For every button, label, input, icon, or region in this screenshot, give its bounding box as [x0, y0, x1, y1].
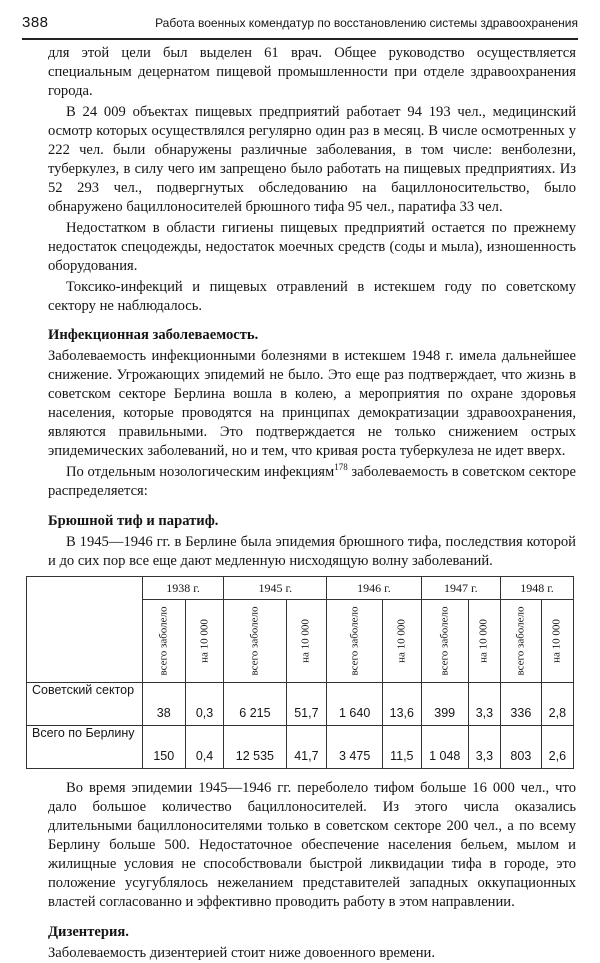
year-header: 1947 г.	[421, 577, 500, 600]
paragraph: В 1945—1946 гг. в Берлине была эпидемия брюшного тифа, последствия которой и до сих пор все еще дают медленную нисходящую волну заболеваний.	[48, 534, 576, 569]
table-corner-cell	[27, 577, 143, 683]
table-cell: 1 048	[421, 726, 468, 769]
table-cell: 41,7	[286, 726, 327, 769]
subheader-cell	[224, 600, 286, 683]
subheader-cell	[142, 600, 185, 683]
table-cell: 399	[421, 683, 468, 726]
table-cell: 0,3	[185, 683, 224, 726]
subheader-cell	[500, 600, 541, 683]
body-text	[32, 44, 576, 963]
subheader-per-10000: на 10 000	[477, 619, 490, 663]
subheader-per-10000: на 10 000	[299, 619, 312, 663]
table-cell: 6 215	[224, 683, 286, 726]
page-header	[22, 14, 578, 40]
paragraph: Во время эпидемии 1945—1946 гг. переболело тифом больше 16 000 чел., что дало большое количество бациллоносителей. Из этого числа оказались длительными бациллоносителями только в советском секторе 200 чел., а по всему Берлину больше 500. Недостаточное обеспечение населения бельем, мылом и жилищные условия не способствовали быстрой ликвидации тифа в городе, это положение усугублялось нежеланием представителей западных оккупационных властей согласованно и эффективно проводить работу в этом направлении.	[48, 780, 576, 910]
table-cell: 38	[142, 683, 185, 726]
subheader-total: всего заболело	[157, 606, 170, 676]
paragraph: В 24 009 объектах пищевых предприятий работает 94 193 чел., медицинский осмотр которых осуществлялся регулярно один раз в месяц. В числе осмотренных у 222 чел. были обнаружены различные заболевания, в том числе: венболезни, туберкулез, в силу чего им запрещено было работать на пищевых предприятиях. Из 52 293 чел., подвергнутых обследованию на бациллоносительство, было обнаружено бациллоносителей брюшного тифа 95 чел., паратифа 33 чел.	[48, 104, 576, 215]
table-cell: 3,3	[468, 683, 500, 726]
subheader-cell	[327, 600, 383, 683]
table-cell: 336	[500, 683, 541, 726]
table-cell: 0,4	[185, 726, 224, 769]
subheader-cell	[468, 600, 500, 683]
paragraph: для этой цели был выделен 61 врач. Общее руководство осуществляется специальным децернатом пищевой промышленности при отделе здравоохранения города.	[48, 45, 576, 99]
row-label: Советский сектор	[27, 683, 143, 726]
subheader-cell	[286, 600, 327, 683]
table-cell: 2,6	[541, 726, 573, 769]
section-heading-typhoid: Брюшной тиф и паратиф.	[48, 513, 219, 529]
paragraph: Заболеваемость дизентерией стоит ниже довоенного времени.	[48, 945, 435, 961]
table-cell: 11,5	[383, 726, 422, 769]
table-cell: 13,6	[383, 683, 422, 726]
year-header: 1946 г.	[327, 577, 421, 600]
subheader-per-10000: на 10 000	[198, 619, 210, 663]
running-head: Работа военных комендатур по восстановлению системы здравоохранения	[155, 16, 578, 30]
table-row	[27, 683, 574, 726]
subheader-total: всего заболело	[348, 606, 361, 676]
subheader-cell	[383, 600, 422, 683]
table-cell: 2,8	[541, 683, 573, 726]
table-cell: 3,3	[468, 726, 500, 769]
subheader-total: всего заболело	[514, 606, 527, 676]
subheader-cell	[185, 600, 224, 683]
subheader-per-10000: на 10 000	[395, 619, 408, 663]
subheader-cell	[541, 600, 573, 683]
year-header: 1948 г.	[500, 577, 573, 600]
section-heading-dysentery: Дизентерия.	[48, 924, 129, 940]
subheader-cell	[421, 600, 468, 683]
table-cell: 12 535	[224, 726, 286, 769]
paragraph: Недостатком в области гигиены пищевых предприятий остается по прежнему недостаток спецодежды, недостаток моечных средств (соды и мыла), изношенность оборудования.	[48, 220, 576, 274]
subheader-total: всего заболело	[438, 606, 451, 676]
table-cell: 51,7	[286, 683, 327, 726]
section-heading-infections: Инфекционная заболеваемость.	[48, 327, 259, 343]
table-row	[27, 726, 574, 769]
typhoid-stats-table	[26, 576, 574, 769]
page-number: 388	[22, 14, 49, 31]
paragraph: Токсико-инфекций и пищевых отравлений в истекшем году по советскому сектору не наблюдалось.	[48, 279, 576, 314]
table-cell: 3 475	[327, 726, 383, 769]
footnote-ref: 178	[334, 462, 348, 473]
table-cell: 803	[500, 726, 541, 769]
table-cell: 150	[142, 726, 185, 769]
subheader-total: всего заболело	[248, 606, 261, 676]
paragraph	[48, 463, 576, 501]
row-label: Всего по Берлину	[27, 726, 143, 769]
paragraph: Заболеваемость инфекционными болезнями в истекшем 1948 г. имела дальнейшее снижение. Угрожающих эпидемий не было. Это еще раз подтверждает, что жизнь в советском секторе Берлина вошла в колею, а мероприятия по охране здоровья населения, которые проводятся на принципах демократизации здравоохранения, являются правильными. Это подтверждается не только снижением острых эпидемических заболеваний, но и тем, что кривая роста туберкулеза не идет вверх.	[48, 348, 576, 459]
year-header: 1938 г.	[142, 577, 224, 600]
paragraph-text: По отдельным нозологическим инфекциям	[66, 464, 335, 480]
subheader-per-10000: на 10 000	[550, 619, 563, 663]
paragraph-text: заболеваемость в советском секторе распределяется:	[48, 464, 576, 499]
year-header: 1945 г.	[224, 577, 327, 600]
table-cell: 1 640	[327, 683, 383, 726]
